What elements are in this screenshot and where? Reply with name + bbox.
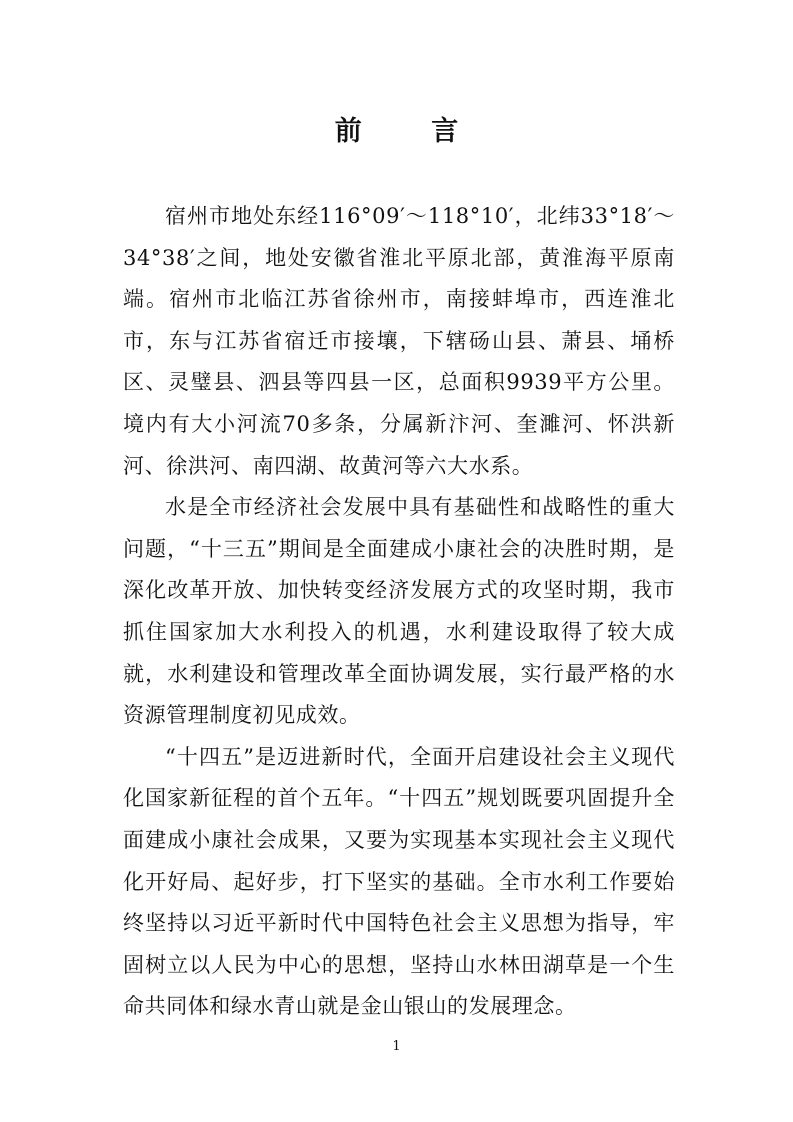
paragraph-water-achievements: 水是全市经济社会发展中具有基础性和战略性的重大问题，“十三五”期间是全面建成小康社会的决胜时期，是深化改革开放、加快转变经济发展方式的攻坚时期，我市抓住国家加大水利投入的机遇，水利建设取得了较大成就，水利建设和管理改革全面协调发展，实行最严格的水资源管理制度初见成效。 [123,495,675,728]
body-text [123,196,675,1028]
paragraph-location: 宿州市地处东经116°09′～118°10′，北纬33°18′～34°38′之间，地处安徽省淮北平原北部，黄淮海平原南端。宿州市北临江苏省徐州市，南接蚌埠市，西连淮北市，东与江苏省宿迁市接壤，下辖砀山县、萧县、埇桥区、灵璧县、泗县等四县一区，总面积9939平方公里。境内有大小河流70多条，分属新汴河、奎濉河、怀洪新河、徐洪河、南四湖、故黄河等六大水系。 [123,204,675,478]
page-title: 前 言 [334,116,489,147]
paragraph-fourteenth-five-year-plan: “十四五”是迈进新时代，全面开启建设社会主义现代化国家新征程的首个五年。“十四五”规划既要巩固提升全面建成小康社会成果，又要为实现基本实现社会主义现代化开好局、起好步，打下坚实的基础。全市水利工作要始终坚持以习近平新时代中国特色社会主义思想为指导，牢固树立以人民为中心的思想，坚持山水林田湖草是一个生命共同体和绿水青山就是金山银山的发展理念。 [123,744,675,1019]
page-number: 1 [392,1039,401,1054]
